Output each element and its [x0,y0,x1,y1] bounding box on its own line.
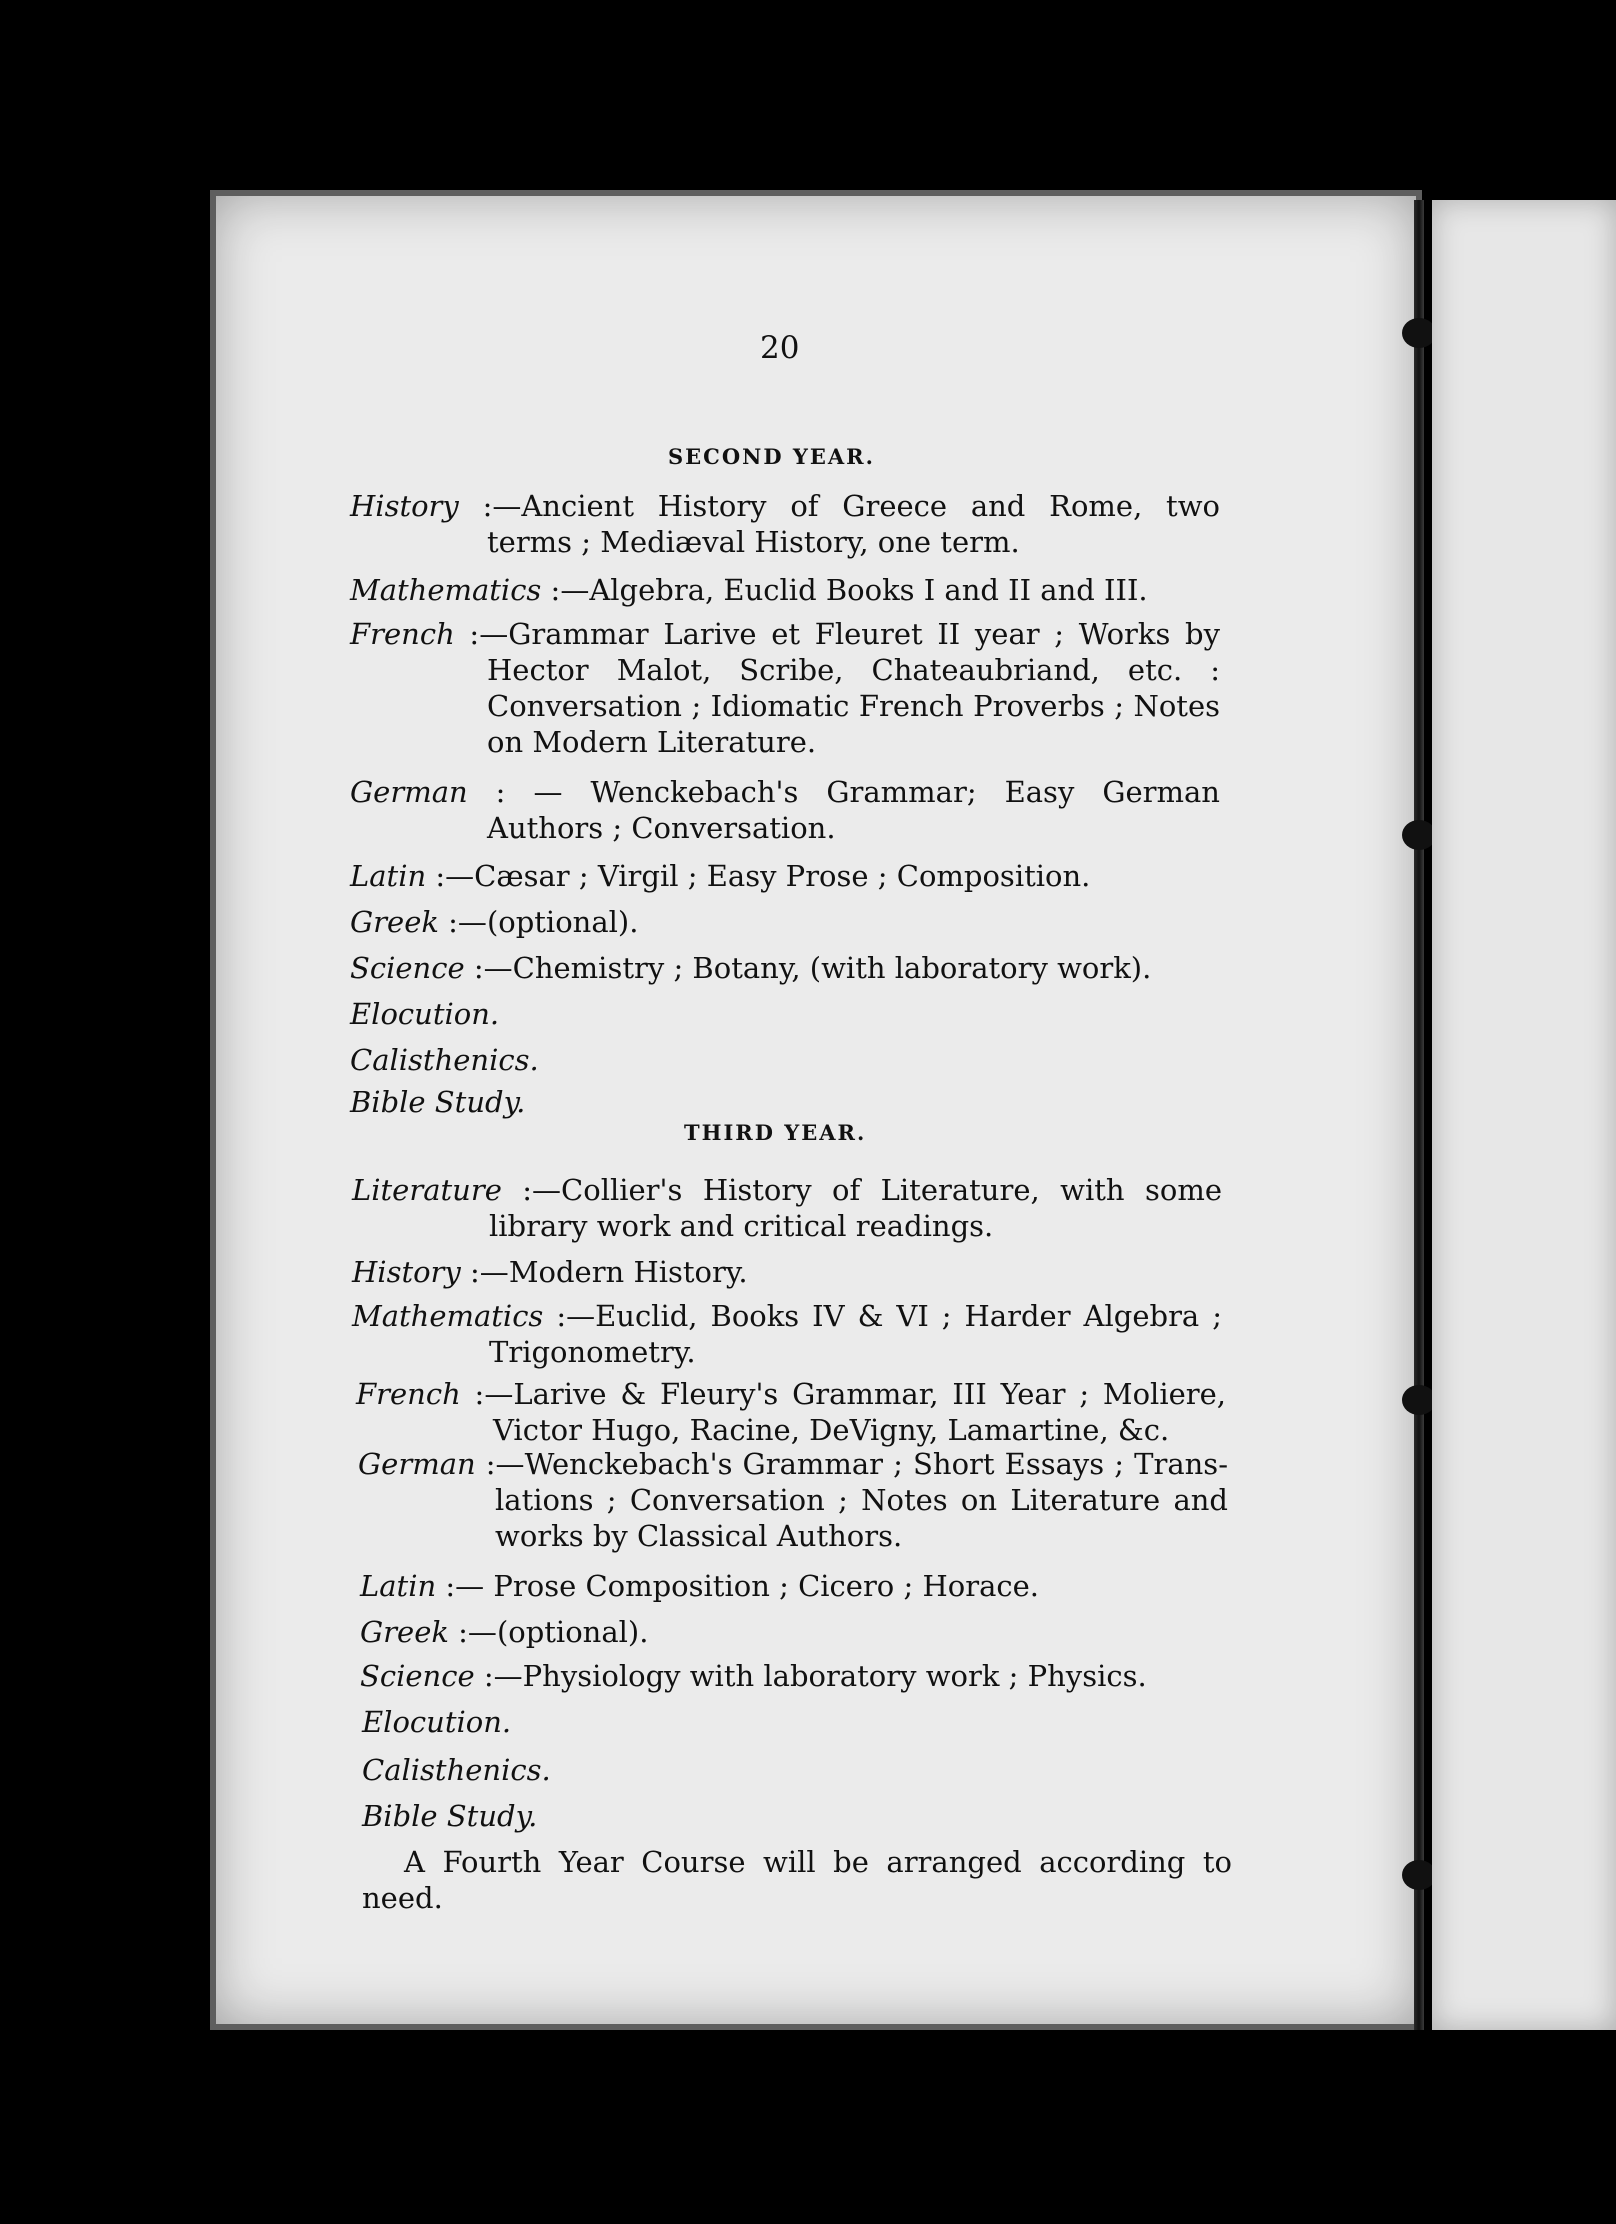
right-page [1432,200,1616,2030]
second-year-heading: SECOND YEAR. [668,444,875,469]
closing-paragraph: A Fourth Year Course will be arranged according to need. [362,1845,1232,1915]
entry-label: Mathematics [350,573,542,607]
second-year-latin: Latin :—Cæsar ; Virgil ; Easy Prose ; Composition. [350,859,1091,893]
binding-mark [1402,1385,1436,1415]
entry-label: Latin [350,859,427,893]
second-year-science: Science :—Chemistry ; Botany, (with laboratory work). [350,951,1152,985]
entry-label: Greek [350,905,439,939]
third-year-history: History :—Modern History. [352,1255,748,1289]
binding-mark [1402,318,1436,348]
entry-label: Mathematics [352,1299,544,1333]
third-year-greek: Greek :—(optional). [360,1615,649,1649]
entry-label: Greek [360,1615,449,1649]
entry-label: French [350,617,455,651]
second-year-french: French :—Grammar Larive et Fleuret II year ; Works by Hector Malot, Scribe, Chateaubriand, etc. : Conversation ; Idiomatic French Proverbs ; Notes on Modern Literature. [350,617,1220,759]
second-year-german: German : — Wenckebach's Grammar; Easy German Authors ; Conversation. [350,775,1220,845]
second-year-greek: Greek :—(optional). [350,905,639,939]
entry-label: German [350,775,468,809]
entry-label: Latin [360,1569,437,1603]
third-year-latin: Latin :— Prose Composition ; Cicero ; Horace. [360,1569,1039,1603]
second-year-calisthenics: Calisthenics. [350,1043,539,1077]
third-year-science: Science :—Physiology with laboratory work ; Physics. [360,1659,1147,1693]
binding-mark [1402,1860,1436,1890]
third-year-elocution: Elocution. [362,1705,512,1739]
book-spine [1414,200,1424,2030]
third-year-heading: THIRD YEAR. [684,1120,867,1145]
binding-mark [1402,820,1436,850]
second-year-bible-study: Bible Study. [350,1085,526,1119]
entry-label: Science [360,1659,475,1693]
entry-label: History [350,489,459,523]
third-year-mathematics: Mathematics :—Euclid, Books IV & VI ; Harder Algebra ; Trigonometry. [352,1299,1222,1369]
entry-label: Literature [352,1173,502,1207]
page-number: 20 [760,330,800,366]
second-year-history: History :—Ancient History of Greece and Rome, two terms ; Mediæval History, one term. [350,489,1220,559]
entry-label: German [358,1447,476,1481]
entry-label: Science [350,951,465,985]
entry-label: French [356,1377,461,1411]
third-year-literature: Literature :—Collier's History of Literature, with some library work and critical readings. [352,1173,1222,1243]
third-year-bible-study: Bible Study. [362,1799,538,1833]
third-year-french: French :—Larive & Fleury's Grammar, III Year ; Moliere, Victor Hugo, Racine, DeVigny, Lamartine, &c. [356,1377,1226,1447]
entry-label: History [352,1255,461,1289]
second-year-elocution: Elocution. [350,997,500,1031]
third-year-calisthenics: Calisthenics. [362,1753,551,1787]
second-year-mathematics: Mathematics :—Algebra, Euclid Books I and II and III. [350,573,1148,607]
third-year-german: German :—Wenckebach's Grammar ; Short Essays ; Trans- lations ; Conversation ; Notes on Literature and works by Classical Authors. [358,1447,1228,1553]
